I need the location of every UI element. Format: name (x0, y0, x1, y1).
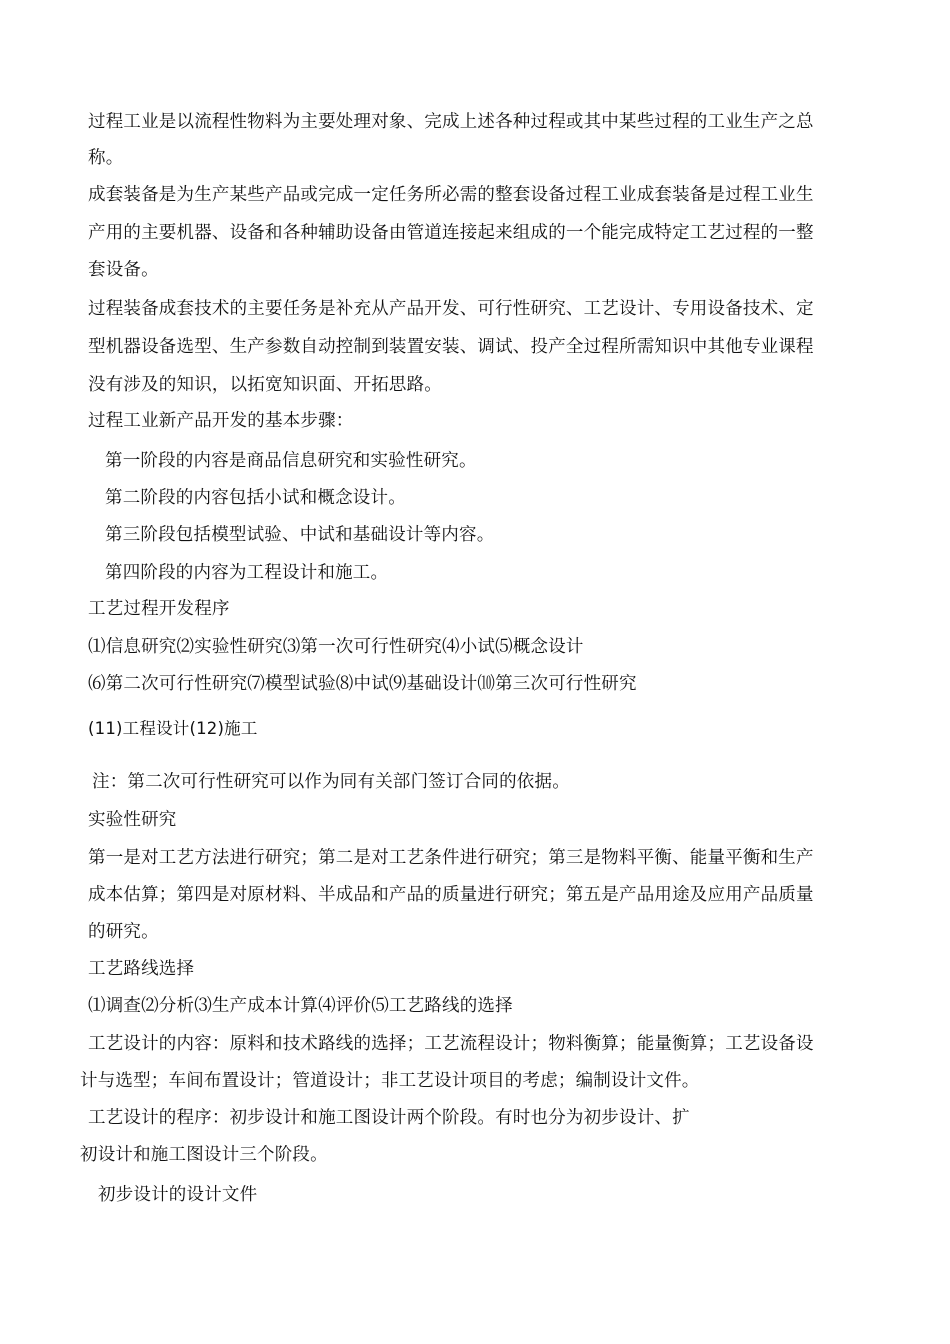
text-line: 第一是对工艺方法进行研究；第二是对工艺条件进行研究；第三是物料平衡、能量平衡和生产 (88, 848, 814, 868)
text-line: 成套装备是为生产某些产品或完成一定任务所必需的整套设备过程工业成套装备是过程工业生 (88, 185, 814, 205)
text-line: 实验性研究 (88, 810, 177, 830)
text-line: ⑹第二次可行性研究⑺模型试验⑻中试⑼基础设计⑽第三次可行性研究 (88, 674, 637, 694)
text-line: 过程工业是以流程性物料为主要处理对象、完成上述各种过程或其中某些过程的工业生产之总 (88, 112, 814, 132)
text-line: 工艺设计的程序：初步设计和施工图设计两个阶段。有时也分为初步设计、扩 (88, 1108, 690, 1128)
text-line: 注：第二次可行性研究可以作为同有关部门签订合同的依据。 (92, 772, 570, 792)
text-line: 工艺过程开发程序 (88, 599, 230, 619)
text-line: 称。 (88, 148, 124, 168)
text-line: 计与选型；车间布置设计；管道设计；非工艺设计项目的考虑；编制设计文件。 (80, 1071, 700, 1091)
text-line: 型机器设备选型、生产参数自动控制到装置安装、调试、投产全过程所需知识中其他专业课程 (88, 337, 814, 357)
text-line: 第三阶段包括模型试验、中试和基础设计等内容。 (105, 525, 495, 545)
text-line: 第二阶段的内容包括小试和概念设计。 (105, 488, 406, 508)
text-line: 成本估算；第四是对原材料、半成品和产品的质量进行研究；第五是产品用途及应用产品质量 (88, 885, 814, 905)
text-line: 套设备。 (88, 260, 159, 280)
text-line: 工艺路线选择 (88, 959, 195, 979)
text-line: 没有涉及的知识，以拓宽知识面、开拓思路。 (88, 375, 442, 395)
text-line: ⑴信息研究⑵实验性研究⑶第一次可行性研究⑷小试⑸概念设计 (88, 637, 584, 657)
text-line: 初设计和施工图设计三个阶段。 (80, 1145, 328, 1165)
text-line: ⑴调查⑵分析⑶生产成本计算⑷评价⑸工艺路线的选择 (88, 996, 513, 1016)
text-line: 过程装备成套技术的主要任务是补充从产品开发、可行性研究、工艺设计、专用设备技术、定 (88, 299, 814, 319)
text-line: 第一阶段的内容是商品信息研究和实验性研究。 (105, 451, 477, 471)
text-line: 的研究。 (88, 922, 159, 942)
text-line: 过程工业新产品开发的基本步骤： (88, 411, 354, 431)
text-line: 第四阶段的内容为工程设计和施工。 (105, 563, 389, 583)
text-line: 工艺设计的内容：原料和技术路线的选择；工艺流程设计；物料衡算；能量衡算；工艺设备设 (88, 1034, 814, 1054)
text-line: (11)工程设计(12)施工 (88, 719, 258, 738)
text-line: 初步设计的设计文件 (98, 1185, 258, 1205)
text-line: 产用的主要机器、设备和各种辅助设备由管道连接起来组成的一个能完成特定工艺过程的一整 (88, 223, 814, 243)
